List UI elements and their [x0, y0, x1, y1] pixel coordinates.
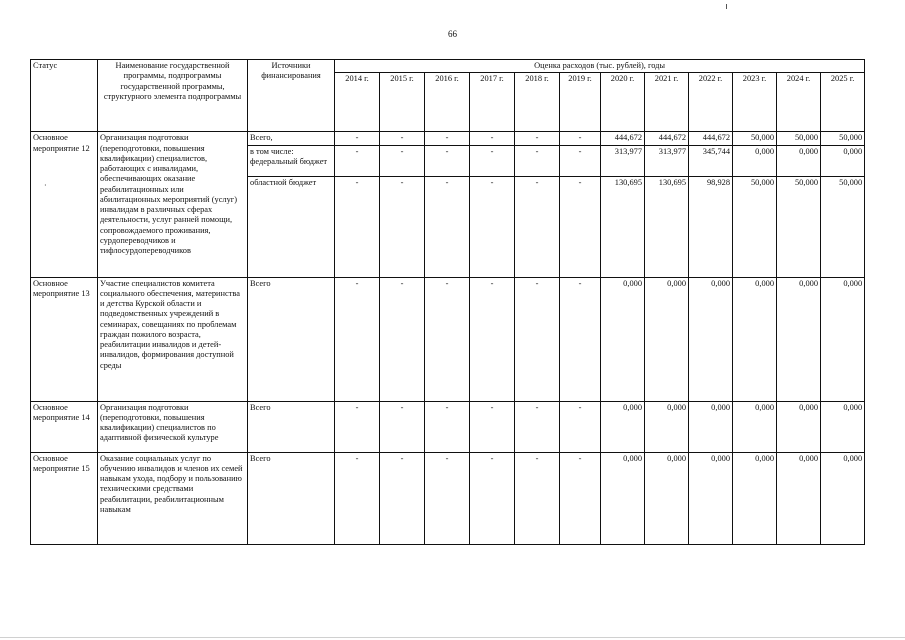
value-cell: 50,000 — [821, 176, 865, 277]
value-cell: - — [380, 277, 425, 401]
value-cell: 0,000 — [821, 277, 865, 401]
value-cell: 0,000 — [777, 401, 821, 452]
value-cell: 0,000 — [601, 452, 645, 544]
value-cell: - — [425, 145, 470, 176]
value-cell: 130,695 — [645, 176, 689, 277]
value-cell: 0,000 — [777, 145, 821, 176]
value-cell: - — [425, 132, 470, 145]
value-cell: - — [380, 176, 425, 277]
value-cell: 0,000 — [601, 401, 645, 452]
value-cell: - — [515, 145, 560, 176]
value-cell: - — [560, 176, 601, 277]
value-cell: 50,000 — [733, 176, 777, 277]
value-cell: 345,744 — [689, 145, 733, 176]
value-cell: - — [470, 132, 515, 145]
value-cell: - — [335, 401, 380, 452]
value-cell: - — [380, 145, 425, 176]
header-year: 2014 г. — [335, 73, 380, 132]
value-cell: 0,000 — [645, 452, 689, 544]
value-cell: - — [425, 401, 470, 452]
row-source: Всего — [248, 452, 335, 544]
header-year: 2025 г. — [821, 73, 865, 132]
value-cell: 0,000 — [777, 277, 821, 401]
row-name: Организация подготовки (переподготовки, повышения квалификации) специалистов, работающих с инвалидами, обеспечивающих оказание реабилитационных или абилитационных мероприятий (услуг) инвалидам в различных сферах деятельности, услуг ранней помощи, сопровождаемого проживания, сурдопереводчиков и тифлосурдопереводчиков — [98, 132, 248, 277]
value-cell: 444,672 — [601, 132, 645, 145]
value-cell: - — [470, 452, 515, 544]
value-cell: 0,000 — [733, 277, 777, 401]
header-source: Источники финансирования — [248, 60, 335, 132]
value-cell: 0,000 — [821, 452, 865, 544]
row-name: Организация подготовки (переподготовки, повышения квалификации) специалистов по адаптивной физической культуре — [98, 401, 248, 452]
row-source: Всего, — [248, 132, 335, 145]
row-status: Основное мероприятие 14 — [31, 401, 98, 452]
value-cell: 0,000 — [601, 277, 645, 401]
value-cell: - — [425, 277, 470, 401]
scan-dot: · — [44, 181, 47, 190]
header-year: 2015 г. — [380, 73, 425, 132]
header-year: 2021 г. — [645, 73, 689, 132]
table-row — [31, 132, 865, 145]
value-cell: - — [560, 452, 601, 544]
scan-edge — [0, 637, 905, 638]
header-year: 2017 г. — [470, 73, 515, 132]
value-cell: - — [470, 176, 515, 277]
header-year: 2019 г. — [560, 73, 601, 132]
header-year: 2018 г. — [515, 73, 560, 132]
value-cell: 313,977 — [645, 145, 689, 176]
value-cell: 0,000 — [777, 452, 821, 544]
value-cell: - — [335, 132, 380, 145]
value-cell: - — [470, 277, 515, 401]
value-cell: - — [515, 176, 560, 277]
header-estimate: Оценка расходов (тыс. рублей), годы — [335, 60, 865, 73]
value-cell: 0,000 — [689, 452, 733, 544]
value-cell: 0,000 — [689, 277, 733, 401]
header-year: 2016 г. — [425, 73, 470, 132]
value-cell: 0,000 — [821, 145, 865, 176]
value-cell: - — [470, 145, 515, 176]
row-source: Всего — [248, 401, 335, 452]
row-status: Основное мероприятие 13 — [31, 277, 98, 401]
header-year: 2022 г. — [689, 73, 733, 132]
value-cell: 50,000 — [777, 176, 821, 277]
value-cell: 444,672 — [645, 132, 689, 145]
value-cell: - — [515, 452, 560, 544]
scan-mark — [726, 4, 727, 9]
row-name: Участие специалистов комитета социального обеспечения, материнства и детства Курской области и подведомственных учреждений в семинарах, совещаниях по проблемам граждан пожилого возраста, реабилитации инвалидов и детей-инвалидов, формирования доступной среды — [98, 277, 248, 401]
value-cell: - — [335, 145, 380, 176]
value-cell: - — [335, 176, 380, 277]
value-cell: - — [560, 401, 601, 452]
table-row — [31, 401, 865, 452]
value-cell: - — [380, 132, 425, 145]
page-number: 66 — [448, 29, 457, 39]
value-cell: - — [515, 132, 560, 145]
value-cell: 0,000 — [689, 401, 733, 452]
row-source: в том числе: федеральный бюджет — [248, 145, 335, 176]
header-year: 2020 г. — [601, 73, 645, 132]
value-cell: - — [425, 452, 470, 544]
value-cell: 0,000 — [733, 452, 777, 544]
value-cell: 0,000 — [733, 145, 777, 176]
value-cell: 50,000 — [733, 132, 777, 145]
value-cell: - — [560, 277, 601, 401]
value-cell: 0,000 — [645, 277, 689, 401]
value-cell: - — [560, 145, 601, 176]
value-cell: 130,695 — [601, 176, 645, 277]
value-cell: 50,000 — [777, 132, 821, 145]
value-cell: 0,000 — [821, 401, 865, 452]
value-cell: - — [515, 277, 560, 401]
value-cell: 0,000 — [733, 401, 777, 452]
table-body — [31, 132, 865, 544]
value-cell: - — [335, 277, 380, 401]
row-source: областной бюджет — [248, 176, 335, 277]
value-cell: - — [380, 401, 425, 452]
header-year: 2024 г. — [777, 73, 821, 132]
row-source: Всего — [248, 277, 335, 401]
header-status: Статус — [31, 60, 98, 132]
value-cell: 0,000 — [645, 401, 689, 452]
value-cell: - — [470, 401, 515, 452]
row-status: Основное мероприятие 15 — [31, 452, 98, 544]
value-cell: - — [560, 132, 601, 145]
value-cell: - — [380, 452, 425, 544]
value-cell: 313,977 — [601, 145, 645, 176]
table-row — [31, 277, 865, 401]
value-cell: 444,672 — [689, 132, 733, 145]
value-cell: - — [335, 452, 380, 544]
row-name: Оказание социальных услуг по обучению инвалидов и членов их семей навыкам ухода, подбору и пользованию техническими средствами реабилитации, реабилитационным навыкам — [98, 452, 248, 544]
value-cell: - — [515, 401, 560, 452]
value-cell: 98,928 — [689, 176, 733, 277]
table-row — [31, 452, 865, 544]
expense-table — [30, 59, 865, 545]
header-name: Наименование государственной программы, подпрограммы государственной программы, структурного элемента подпрограммы — [98, 60, 248, 132]
header-year: 2023 г. — [733, 73, 777, 132]
value-cell: 50,000 — [821, 132, 865, 145]
value-cell: - — [425, 176, 470, 277]
table-header — [31, 60, 865, 132]
row-status: Основное мероприятие 12 — [31, 132, 98, 277]
